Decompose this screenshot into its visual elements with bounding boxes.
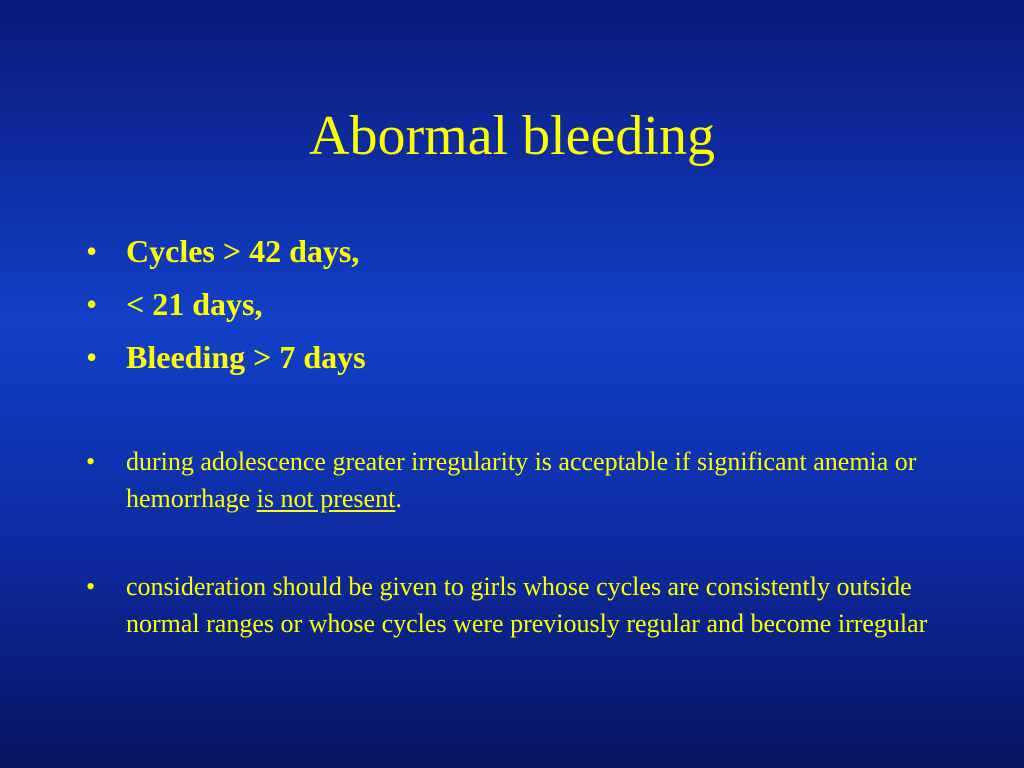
bullet-list	[86, 225, 966, 642]
bullet-icon: •	[86, 233, 98, 269]
note-item	[86, 568, 966, 642]
bullet-text: Bleeding > 7 days	[126, 339, 366, 375]
note-text-after: .	[395, 484, 402, 513]
bullet-item	[86, 278, 966, 331]
bullet-icon: •	[86, 286, 98, 322]
slide-title: Abormal bleeding	[309, 105, 715, 167]
note-text	[126, 447, 916, 513]
bullet-text: Cycles > 42 days,	[126, 233, 360, 269]
note-text: consideration should be given to girls whose cycles are consistently outside normal ranges or whose cycles were previously regular and become irregular	[126, 572, 928, 638]
bullet-icon: •	[86, 447, 96, 476]
bullet-item	[86, 225, 966, 278]
bullet-item	[86, 331, 966, 384]
bullet-text: < 21 days,	[126, 286, 263, 322]
bullet-icon: •	[86, 572, 96, 601]
note-text-before: during adolescence greater irregularity is acceptable if significant anemia or hemorrhage	[126, 447, 917, 513]
bullet-icon: •	[86, 339, 98, 375]
note-item	[86, 443, 966, 517]
note-underlined-text: is not present	[256, 484, 396, 513]
